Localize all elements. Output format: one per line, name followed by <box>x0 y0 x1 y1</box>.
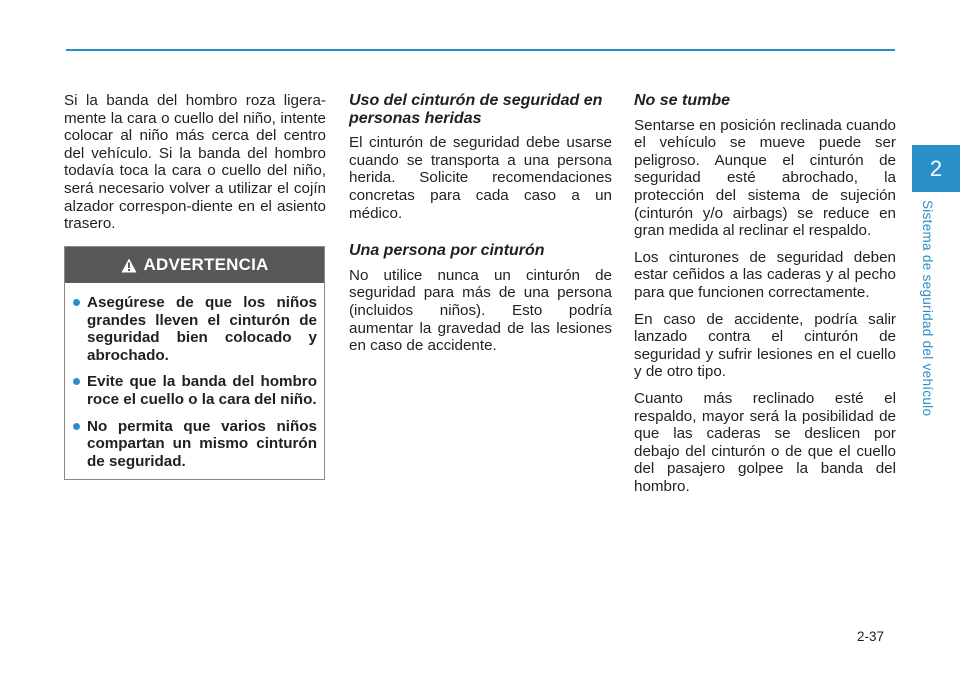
chapter-title: Sistema de seguridad del vehículo <box>920 200 935 417</box>
section-paragraph: El cinturón de seguridad debe usarse cuando se transporta a una persona herida. Solicite recomendaciones concretas para cada caso a un médico. <box>349 134 612 222</box>
warning-item: Asegúrese de que los niños grandes lleven el cinturón de seguridad bien colocado y abrochado. <box>87 294 317 364</box>
bullet-icon <box>73 299 80 306</box>
section-heading: Una persona por cinturón <box>349 242 545 260</box>
warning-list <box>65 283 324 470</box>
warning-item: No permita que varios niños compartan un mismo cinturón de seguridad. <box>87 418 317 471</box>
chapter-tab <box>912 145 960 192</box>
section-paragraph: Los cinturones de seguridad deben estar ceñidos a las caderas y al pecho para que funcionen correctamente. <box>634 248 896 301</box>
bullet-icon <box>73 423 80 430</box>
bullet-icon <box>73 378 80 385</box>
section-heading: No se tumbe <box>634 92 731 109</box>
section-paragraph: En caso de accidente, podría salir lanzado contra el cinturón de seguridad y sufrir lesiones en el cuello y de otro tipo. <box>634 310 896 381</box>
page-number: 2-37 <box>857 629 885 644</box>
section-paragraph: Sentarse en posición reclinada cuando el vehículo se mueve puede ser peligroso. Aunque el cinturón de seguridad esté abrochado, la protección del sistema de sujeción (cinturón y/o airbags) se reduce en gran medida al reclinar el respaldo. <box>634 116 896 240</box>
warning-title: ADVERTENCIA <box>143 255 269 274</box>
warning-triangle-icon <box>121 258 137 273</box>
section-paragraph: Cuanto más reclinado esté el respaldo, mayor será la posibilidad de que las caderas se deslicen por debajo del cinturón o de que el cuello del pasajero golpee la banda del hombro. <box>634 389 896 495</box>
section-paragraph: No utilice nunca un cinturón de seguridad para más de una persona (incluidos niños). Esto podría aumentar la gravedad de las lesiones en caso de accidente. <box>349 266 612 355</box>
chapter-number: 2 <box>929 155 943 181</box>
header-rule <box>66 49 895 51</box>
column-right <box>634 92 896 504</box>
column-left <box>64 92 326 242</box>
warning-header <box>65 247 324 283</box>
warning-item: Evite que la banda del hombro roce el cuello o la cara del niño. <box>87 373 317 408</box>
intro-paragraph: Si la banda del hombro roza ligera-mente la cara o cuello del niño, intente colocar al niño más cerca del centro del vehículo. Si la banda del hombro todavía toca la cara o cuello del niño, será necesario volver a utilizar el cojín alzador correspon-diente en el asiento trasero. <box>64 92 326 233</box>
column-middle <box>349 92 612 364</box>
warning-box <box>64 246 325 480</box>
section-heading: Uso del cinturón de seguridad en personas heridas <box>349 92 603 127</box>
